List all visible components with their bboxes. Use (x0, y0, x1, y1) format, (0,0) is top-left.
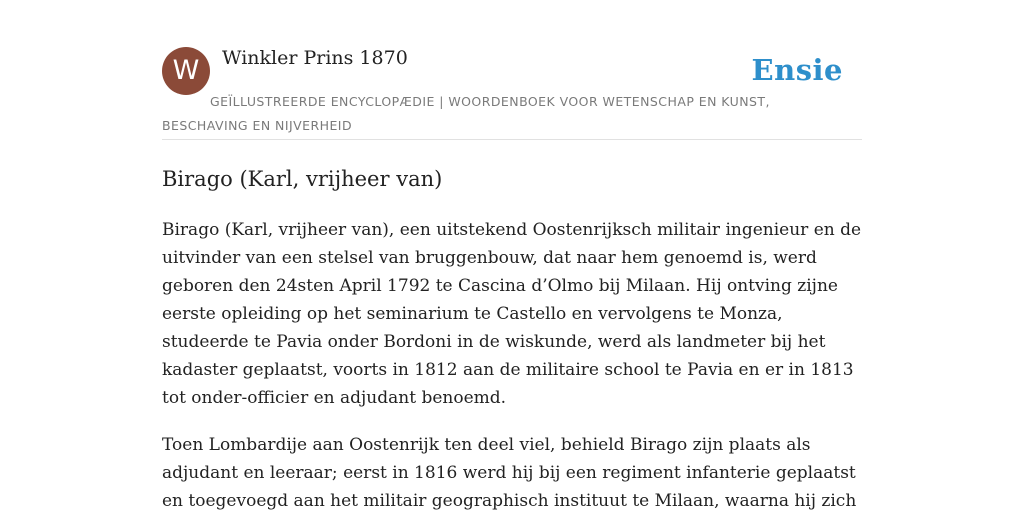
source-avatar[interactable]: W (162, 47, 210, 95)
article-paragraph-2: Toen Lombardije aan Oostenrijk ten deel viel, behield Birago zijn plaats als adjudant en leeraar; eerst in 1816 werd hij bij een regiment infanterie geplaatst en toegevoegd aan het militair geographisch instituut te Milaan, waarna hij zich (162, 435, 857, 511)
article-paragraph-1: Birago (Karl, vrijheer van), een uitstekend Oostenrijksch militair ingenieur en de uitvinder van een stelsel van bruggenbouw, dat naar hem genoemd is, werd geboren den 24sten April 1792 te Cascina d’Olmo bij Milaan. Hij ontving zijne eerste opleiding op het seminarium te Castello en vervolgens te Monza, studeerde te Pavia onder Bordoni in de wiskunde, werd als landmeter bij het kadaster geplaatst, voorts in 1812 aan de militaire school te Pavia en er in 1813 tot onder-officier en adjudant benoemd. (162, 220, 862, 408)
article-body (162, 216, 862, 512)
source-title-link[interactable]: Winkler Prins 1870 (222, 47, 408, 69)
source-header (162, 46, 862, 140)
source-subtitle: GEÏLLUSTREERDE ENCYCLOPÆDIE | WOORDENBOEK VOOR WETENSCHAP EN KUNST, BESCHAVING EN NIJVERHEID (162, 94, 770, 133)
article-title: Birago (Karl, vrijheer van) (162, 167, 443, 191)
ensie-logo[interactable]: Ensie (751, 53, 843, 87)
